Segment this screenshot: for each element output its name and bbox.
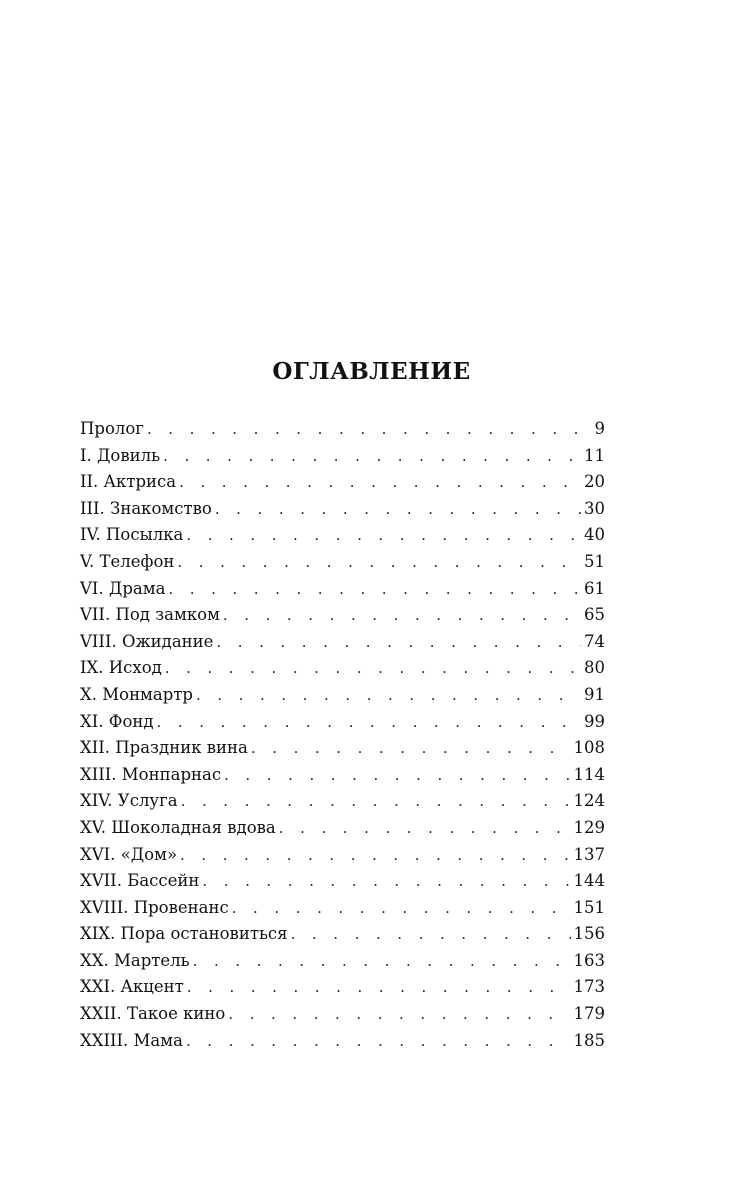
toc-entry xyxy=(80,735,605,762)
toc-entry-page: 108 xyxy=(573,738,605,758)
toc-entry-label: IV. Посылка xyxy=(80,525,184,545)
toc-entry-page: 137 xyxy=(573,844,605,864)
toc-entry xyxy=(80,496,605,523)
toc-entry-page: 80 xyxy=(584,658,605,678)
toc-entry xyxy=(80,762,605,789)
toc-entry xyxy=(80,576,605,603)
toc-entry-page: 9 xyxy=(594,419,605,438)
dot-leader xyxy=(186,522,581,549)
dot-leader xyxy=(202,868,570,895)
toc-entry-page: 129 xyxy=(573,817,605,837)
toc-entry xyxy=(80,788,605,815)
toc-entry xyxy=(80,469,605,496)
toc-entry xyxy=(80,709,605,736)
toc-entry xyxy=(80,443,605,470)
dot-leader xyxy=(163,443,581,470)
dot-leader xyxy=(165,655,581,682)
toc-entry-page: 124 xyxy=(573,791,605,811)
toc-entry-label: XIX. Пора остановиться xyxy=(80,924,288,944)
toc-entry xyxy=(80,921,605,948)
dot-leader xyxy=(215,496,581,523)
toc-entry-label: VII. Под замком xyxy=(80,605,220,625)
toc-entry-page: 144 xyxy=(573,871,605,891)
toc-entry-label: I. Довиль xyxy=(80,445,161,465)
toc-entry-label: XV. Шоколадная вдова xyxy=(80,817,276,837)
toc-entry xyxy=(80,868,605,895)
dot-leader xyxy=(187,974,571,1001)
toc-entry-label: IX. Исход xyxy=(80,658,162,678)
toc-entry-page: 156 xyxy=(573,924,605,944)
dot-leader xyxy=(279,815,571,842)
toc-entry-label: XX. Мартель xyxy=(80,950,190,970)
toc-entry-page: 114 xyxy=(573,764,605,784)
toc-entry-page: 91 xyxy=(584,684,605,704)
dot-leader xyxy=(186,1028,571,1055)
toc-entry xyxy=(80,842,605,869)
toc-entry-page: 179 xyxy=(573,1004,605,1024)
toc-entry-label: XI. Фонд xyxy=(80,711,154,731)
dot-leader xyxy=(147,416,592,443)
toc-entry xyxy=(80,974,605,1001)
toc-entry-label: Пролог xyxy=(80,419,144,438)
toc-entry-label: V. Телефон xyxy=(80,551,175,571)
dot-leader xyxy=(179,469,581,496)
toc-entry-page: 11 xyxy=(584,445,605,465)
toc-entry-label: X. Монмартр xyxy=(80,684,193,704)
toc-entry xyxy=(80,522,605,549)
toc-entry xyxy=(80,549,605,576)
dot-leader xyxy=(228,1001,570,1028)
toc-entry-page: 20 xyxy=(584,472,605,492)
toc-entry-page: 163 xyxy=(573,950,605,970)
toc-entry-page: 61 xyxy=(584,578,605,598)
toc-entry-page: 151 xyxy=(573,897,605,917)
toc-entry-label: VIII. Ожидание xyxy=(80,631,214,651)
toc-entry-page: 173 xyxy=(573,977,605,997)
toc-entry-page: 65 xyxy=(584,605,605,625)
toc-entry xyxy=(80,948,605,975)
toc-entry-label: XXI. Акцент xyxy=(80,977,184,997)
toc-entry xyxy=(80,1028,605,1055)
toc-entry-page: 51 xyxy=(584,551,605,571)
toc-entry-label: II. Актриса xyxy=(80,472,177,492)
toc-entry-page: 99 xyxy=(584,711,605,731)
page-title: ОГЛАВЛЕНИЕ xyxy=(272,358,471,385)
dot-leader xyxy=(193,948,571,975)
dot-leader xyxy=(196,682,581,709)
dot-leader xyxy=(223,602,581,629)
toc-entry-label: XVI. «Дом» xyxy=(80,844,178,864)
dot-leader xyxy=(232,895,571,922)
dot-leader xyxy=(180,842,570,869)
toc-entry xyxy=(80,682,605,709)
toc-entry xyxy=(80,629,605,656)
toc-entry-label: XIII. Монпарнас xyxy=(80,764,222,784)
toc-entry-page: 74 xyxy=(584,631,605,651)
dot-leader xyxy=(216,629,581,656)
toc-entry xyxy=(80,815,605,842)
toc-entry-label: XXIII. Мама xyxy=(80,1030,183,1050)
toc-entry-label: XII. Праздник вина xyxy=(80,738,248,758)
toc-entry-label: VI. Драма xyxy=(80,578,166,598)
toc-entry-label: III. Знакомство xyxy=(80,498,212,518)
table-of-contents xyxy=(80,416,605,1054)
dot-leader xyxy=(181,788,571,815)
toc-entry xyxy=(80,602,605,629)
toc-entry-label: XXII. Такое кино xyxy=(80,1004,226,1024)
toc-entry-label: XIV. Услуга xyxy=(80,791,178,811)
toc-entry xyxy=(80,895,605,922)
toc-entry xyxy=(80,416,605,443)
dot-leader xyxy=(157,709,581,736)
dot-leader xyxy=(177,549,581,576)
dot-leader xyxy=(251,735,571,762)
toc-entry-page: 185 xyxy=(573,1030,605,1050)
toc-entry-page: 30 xyxy=(584,498,605,518)
dot-leader xyxy=(291,921,571,948)
toc-entry xyxy=(80,1001,605,1028)
toc-entry-label: XVIII. Провенанс xyxy=(80,897,229,917)
toc-entry-label: XVII. Бассейн xyxy=(80,871,200,891)
dot-leader xyxy=(168,576,581,603)
toc-entry-page: 40 xyxy=(584,525,605,545)
dot-leader xyxy=(224,762,570,789)
toc-entry xyxy=(80,655,605,682)
